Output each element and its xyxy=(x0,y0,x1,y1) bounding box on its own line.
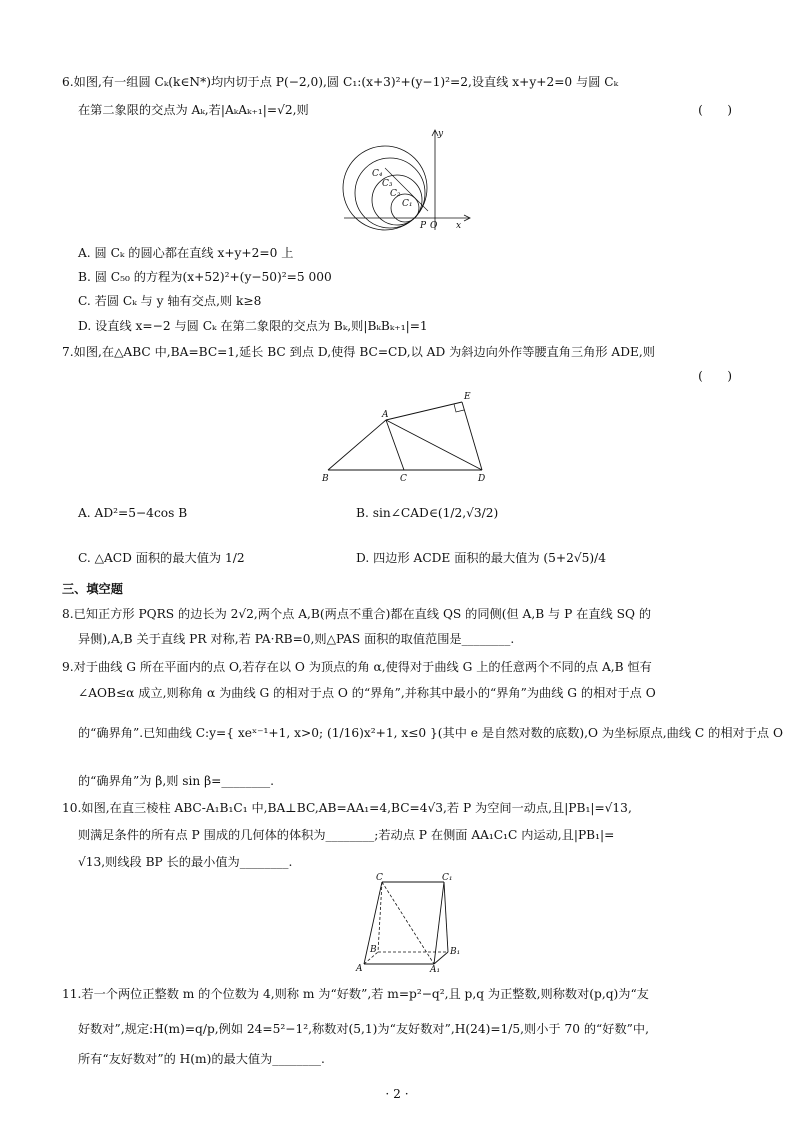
q6-fig-label-c2: C₂ xyxy=(390,189,401,199)
q6-option-c: C. 若圆 Cₖ 与 y 轴有交点,则 k≥8 xyxy=(78,294,262,308)
q9-line1: 9.对于曲线 G 所在平面内的点 O,若存在以 O 为顶点的角 α,使得对于曲线 G 上的任意两个不同的点 A,B 恒有 xyxy=(62,660,652,674)
q6-option-a: A. 圆 Cₖ 的圆心都在直线 x+y+2=0 上 xyxy=(78,246,294,260)
q9-line2: ∠AOB≤α 成立,则称角 α 为曲线 G 的相对于点 O 的“界角”,并称其中最小的“界角”为曲线 G 的相对于点 O xyxy=(78,686,656,700)
q10-fig-label-c: C xyxy=(376,873,383,883)
q6-fig-label-y: y xyxy=(438,129,444,139)
q10-prism-figure xyxy=(350,872,470,974)
q6-fig-label-x: x xyxy=(456,221,462,231)
section-heading-fill-in: 三、填空题 xyxy=(62,582,123,596)
q6-option-b: B. 圆 C₅₀ 的方程为(x+52)²+(y−50)²=5 000 xyxy=(78,270,332,284)
q6-fig-label-c3: C₃ xyxy=(382,179,393,189)
q6-fig-label-c1: C₁ xyxy=(402,199,413,209)
q10-line3: √13,则线段 BP 长的最小值为________. xyxy=(78,855,293,869)
q11-line2: 好数对”,规定:H(m)=q/p,例如 24=5²−1²,称数对(5,1)为“友好数对”,H(24)=1/5,则小于 70 的“好数”中, xyxy=(78,1022,649,1036)
q6-fig-label-c4: C₄ xyxy=(372,169,383,179)
q7-option-a: A. AD²=5−4cos B xyxy=(78,506,188,520)
q6-circles-figure xyxy=(340,124,480,234)
q10-fig-label-a1: A₁ xyxy=(430,965,441,974)
q6-stem-line2: 在第二象限的交点为 Aₖ,若|AₖAₖ₊₁|=√2,则 xyxy=(78,103,309,117)
q6-fig-label-o: O xyxy=(430,221,438,231)
q9-line3: 的“确界角”.已知曲线 C:y={ xeˣ⁻¹+1, x>0; (1/16)x²+1, x≤0 }(其中 e 是自然对数的底数),O 为坐标原点,曲线 C 的相对于点 O xyxy=(78,726,783,740)
q6-stem-line1: 6.如图,有一组圆 Cₖ(k∈N*)均内切于点 P(−2,0),圆 C₁:(x+3)²+(y−1)²=2,设直线 x+y+2=0 与圆 Cₖ xyxy=(62,75,619,89)
q11-line1: 11.若一个两位正整数 m 的个位数为 4,则称 m 为“好数”,若 m=p²−q²,且 p,q 为正整数,则称数对(p,q)为“友 xyxy=(62,987,649,1001)
q10-line1: 10.如图,在直三棱柱 ABC-A₁B₁C₁ 中,BA⊥BC,AB=AA₁=4,BC=4√3,若 P 为空间一动点,且|PB₁|=√13, xyxy=(62,801,632,815)
q7-fig-label-b: B xyxy=(322,474,329,484)
q10-line2: 则满足条件的所有点 P 围成的几何体的体积为________;若动点 P 在侧面 AA₁C₁C 内运动,且|PB₁|= xyxy=(78,828,615,842)
q7-fig-label-c: C xyxy=(400,474,407,484)
q7-option-c: C. △ACD 面积的最大值为 1/2 xyxy=(78,551,245,565)
page-number: · 2 · xyxy=(385,1087,409,1101)
q7-option-d: D. 四边形 ACDE 面积的最大值为 (5+2√5)/4 xyxy=(356,551,606,565)
q7-stem: 7.如图,在△ABC 中,BA=BC=1,延长 BC 到点 D,使得 BC=CD,以 AD 为斜边向外作等腰直角三角形 ADE,则 xyxy=(62,345,655,359)
q9-line4: 的“确界角”为 β,则 sin β=________. xyxy=(78,774,275,788)
q8-line2: 异侧),A,B 关于直线 PR 对称,若 PA·RB=0,则△PAS 面积的取值范围是________. xyxy=(78,632,515,646)
q6-answer-bracket: ( ) xyxy=(698,103,732,117)
q7-fig-label-d: D xyxy=(478,474,486,484)
q6-option-d: D. 设直线 x=−2 与圆 Cₖ 在第二象限的交点为 Bₖ,则|BₖBₖ₊₁|=1 xyxy=(78,319,428,333)
q10-fig-label-c1: C₁ xyxy=(442,873,453,883)
q7-option-b: B. sin∠CAD∈(1/2,√3/2) xyxy=(356,506,499,520)
q7-answer-bracket: ( ) xyxy=(698,369,732,383)
q7-fig-label-a: A xyxy=(382,410,389,420)
q7-fig-label-e: E xyxy=(464,392,471,402)
q10-fig-label-b: B xyxy=(370,945,377,955)
q6-fig-label-p: P xyxy=(420,221,427,231)
q8-line1: 8.已知正方形 PQRS 的边长为 2√2,两个点 A,B(两点不重合)都在直线 QS 的同侧(但 A,B 与 P 在直线 SQ 的 xyxy=(62,607,652,621)
q11-line3: 所有“友好数对”的 H(m)的最大值为________. xyxy=(78,1052,325,1066)
q7-triangle-figure xyxy=(316,388,496,488)
q10-fig-label-b1: B₁ xyxy=(450,947,461,957)
q10-fig-label-a: A xyxy=(356,964,363,974)
